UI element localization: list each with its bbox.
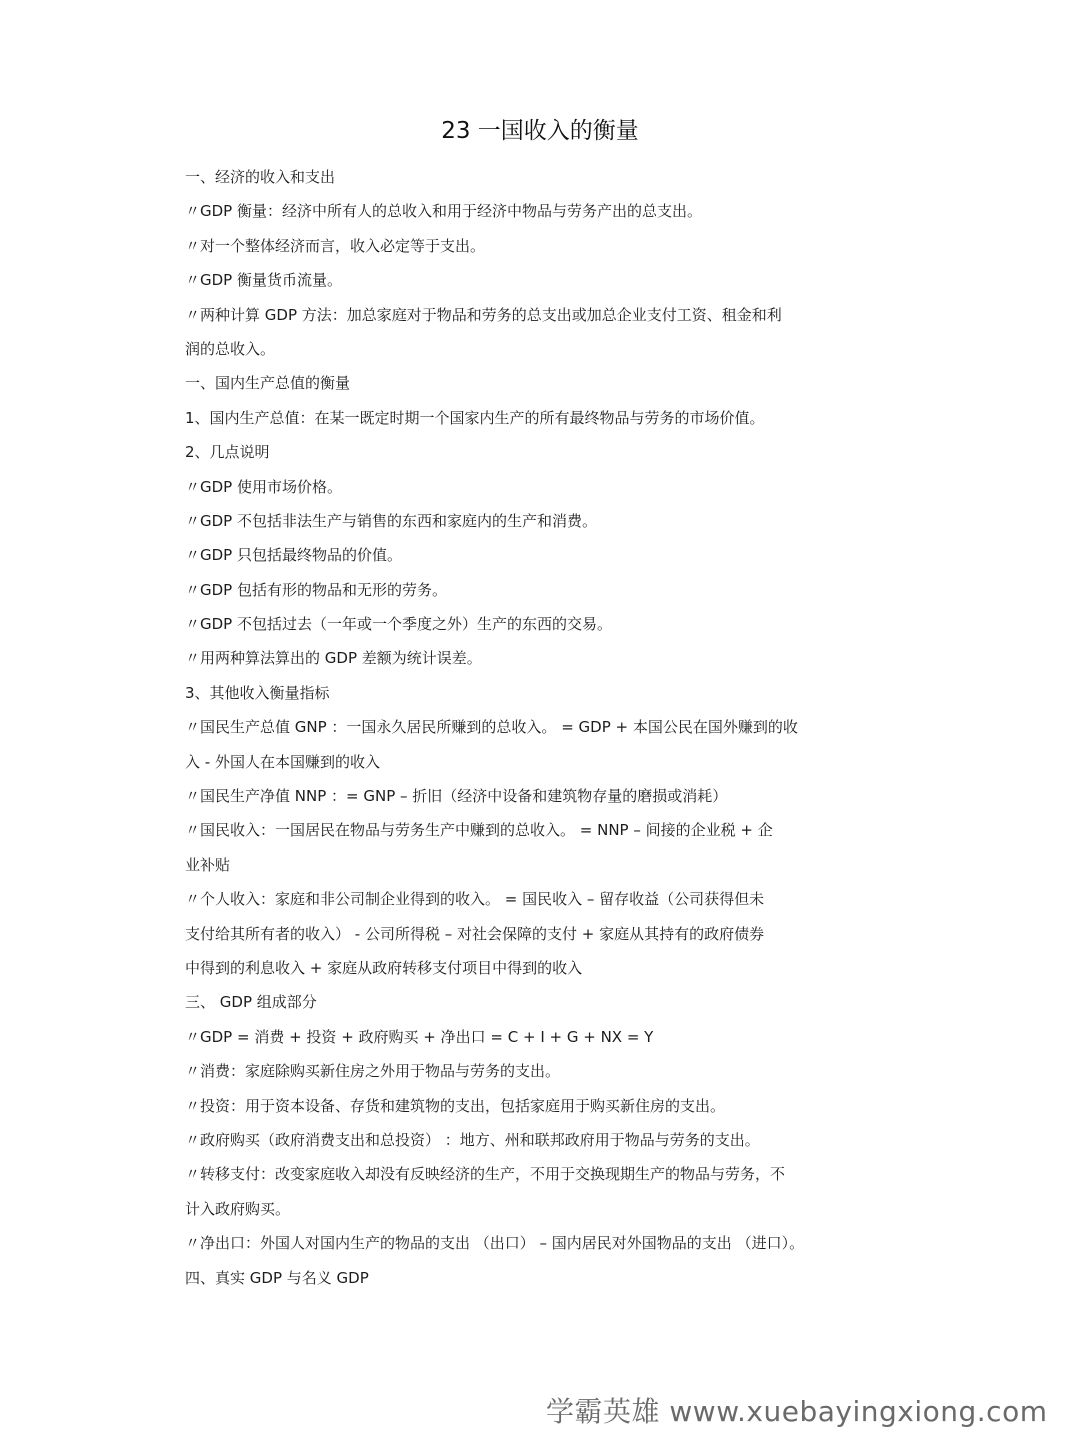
text-line: 〃GDP 不包括非法生产与销售的东西和家庭内的生产和消费。 xyxy=(185,511,597,530)
text-line: 〃GDP 衡量货币流量。 xyxy=(185,271,342,290)
text-line: 〃GDP 衡量：经济中所有人的总收入和用于经济中物品与劳务产出的总支出。 xyxy=(185,202,702,221)
document-title: 23 一国收入的衡量 xyxy=(441,118,639,144)
text-line: 〃对一个整体经济而言，收入必定等于支出。 xyxy=(185,236,486,255)
text-line: 〃两种计算 GDP 方法：加总家庭对于物品和劳务的总支出或加总企业支付工资、租金和利 xyxy=(185,305,782,324)
text-line: 四、真实 GDP 与名义 GDP xyxy=(185,1268,369,1287)
text-line: 〃转移支付：改变家庭收入却没有反映经济的生产，不用于交换现期生产的物品与劳务，不 xyxy=(185,1165,786,1184)
text-line: 1、国内生产总值：在某一既定时期一个国家内生产的所有最终物品与劳务的市场价值。 xyxy=(185,408,765,427)
text-line: 计入政府购买。 xyxy=(185,1199,291,1218)
text-line: 〃国民收入：一国居民在物品与劳务生产中赚到的总收入。 = NNP – 间接的企业税 + 企 xyxy=(185,821,773,840)
text-line: 〃GDP 包括有形的物品和无形的劳务。 xyxy=(185,580,447,599)
text-line: 〃国民生产总值 GNP ：一国永久居民所赚到的总收入。 = GDP + 本国公民在国外赚到的收 xyxy=(185,718,798,737)
watermark-text: 学霸英雄 www.xuebayingxiong.com xyxy=(546,1395,1048,1428)
text-line: 润的总收入。 xyxy=(185,339,276,358)
text-line: 〃GDP = 消费 + 投资 + 政府购买 + 净出口 = C + I + G + NX = Y xyxy=(185,1027,654,1046)
text-line: 〃GDP 只包括最终物品的价值。 xyxy=(185,546,402,565)
text-line: 〃净出口：外国人对国内生产的物品的支出 （出口） – 国内居民对外国物品的支出 （进口）。 xyxy=(185,1234,805,1253)
text-line: 〃个人收入：家庭和非公司制企业得到的收入。 = 国民收入 – 留存收益（公司获得但未 xyxy=(185,890,765,909)
text-line: 三、 GDP 组成部分 xyxy=(185,993,317,1012)
text-line: 〃政府购买（政府消费支出和总投资） ：地方、州和联邦政府用于物品与劳务的支出。 xyxy=(185,1130,760,1149)
text-line: 中得到的利息收入 + 家庭从政府转移支付项目中得到的收入 xyxy=(185,958,583,977)
text-line: 一、国内生产总值的衡量 xyxy=(185,374,351,393)
text-line: 〃GDP 使用市场价格。 xyxy=(185,477,342,496)
text-line: 业补贴 xyxy=(185,855,231,874)
text-line: 〃国民生产净值 NNP ：= GNP – 折旧（经济中设备和建筑物存量的磨损或消耗） xyxy=(185,787,728,806)
text-line: 〃投资：用于资本设备、存货和建筑物的支出，包括家庭用于购买新住房的支出。 xyxy=(185,1096,726,1115)
text-line: 〃消费：家庭除购买新住房之外用于物品与劳务的支出。 xyxy=(185,1062,561,1081)
text-line: 〃用两种算法算出的 GDP 差额为统计误差。 xyxy=(185,649,482,668)
text-line: 3、其他收入衡量指标 xyxy=(185,683,330,702)
text-line: 支付给其所有者的收入） - 公司所得税 – 对社会保障的支付 + 家庭从其持有的政府债券 xyxy=(185,924,765,943)
text-line: 入 - 外国人在本国赚到的收入 xyxy=(185,752,380,771)
text-line: 一、经济的收入和支出 xyxy=(185,168,336,186)
text-line: 2、几点说明 xyxy=(185,443,270,462)
text-line: 〃GDP 不包括过去（一年或一个季度之外）生产的东西的交易。 xyxy=(185,615,612,634)
document-body xyxy=(185,160,905,1295)
